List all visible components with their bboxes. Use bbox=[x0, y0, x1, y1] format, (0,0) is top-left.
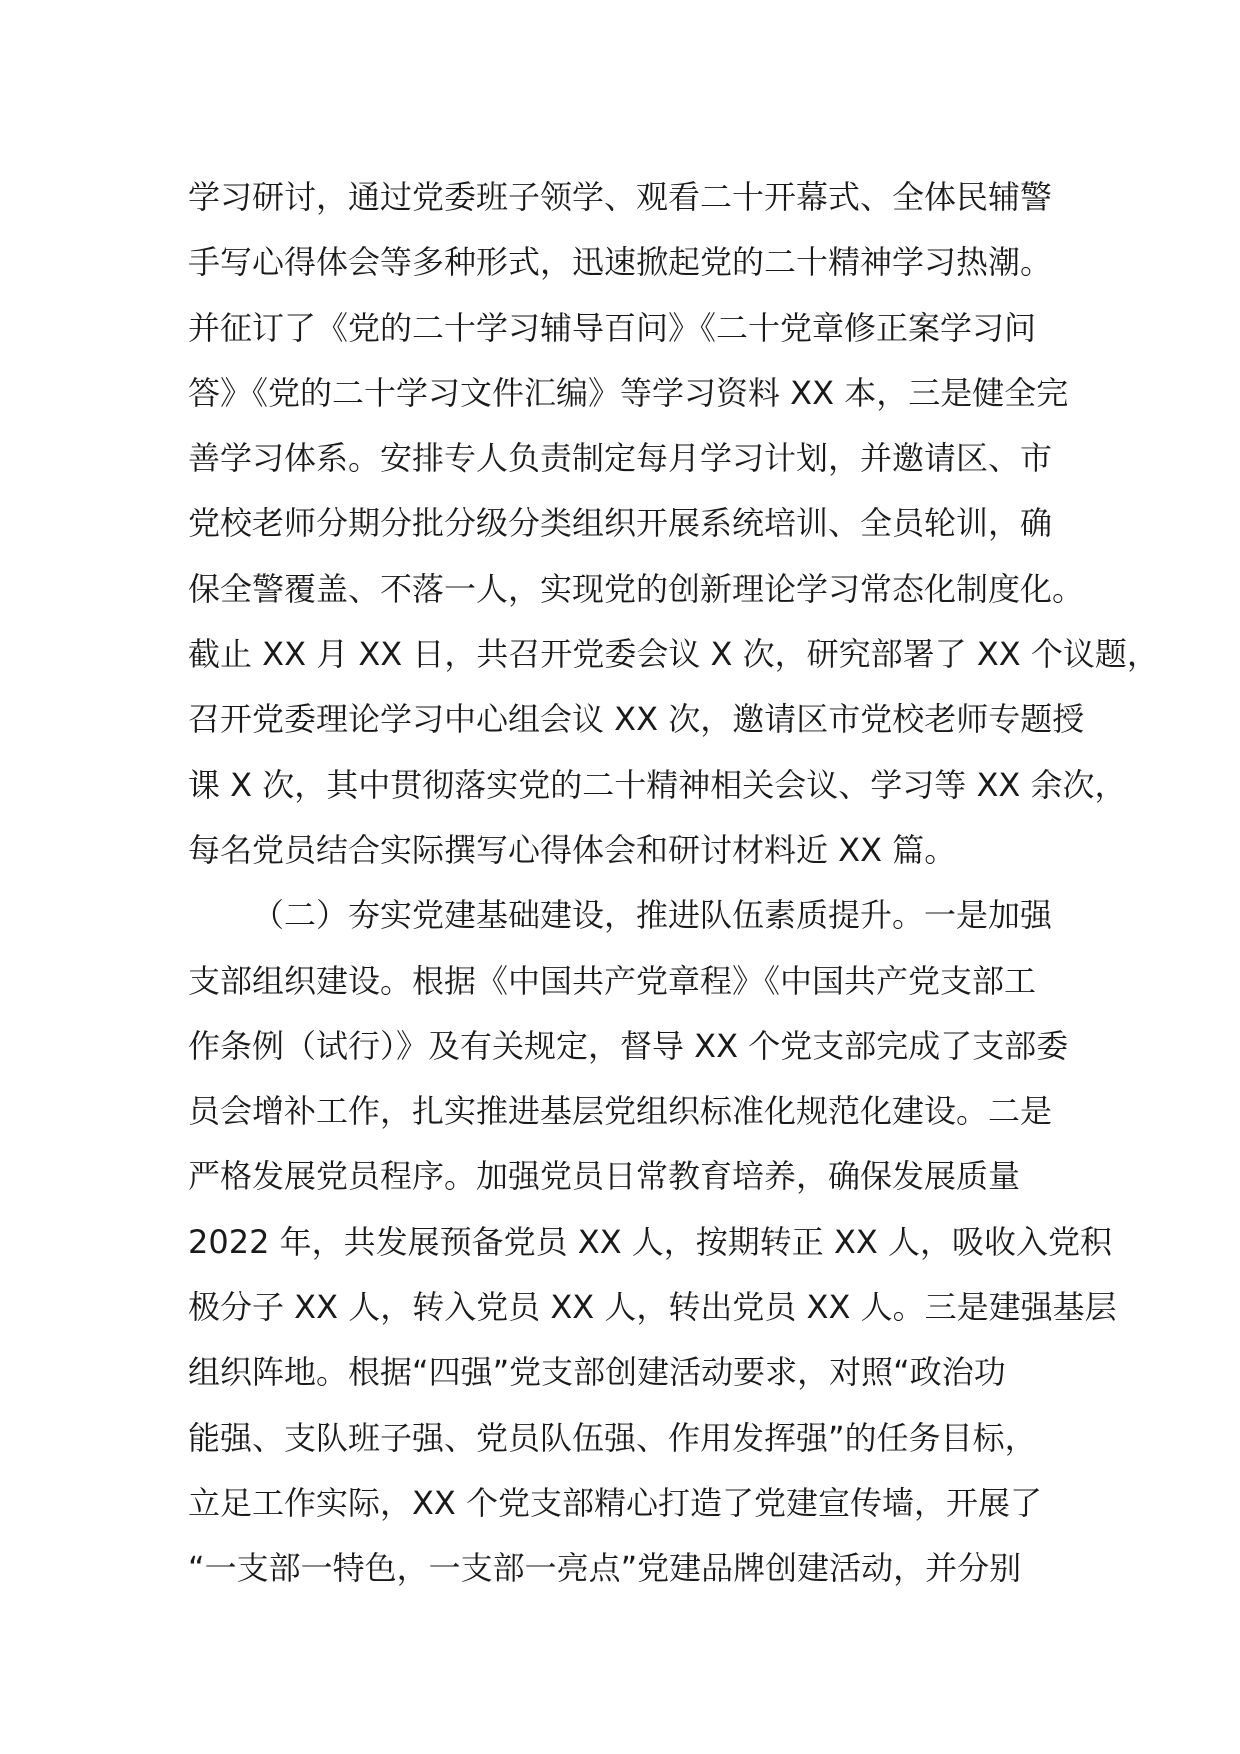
text-line: 作条例（试行）》及有关规定，督导 XX 个党支部完成了支部委 bbox=[188, 1026, 1069, 1065]
text-line: 极分子 XX 人，转入党员 XX 人，转出党员 XX 人。三是建强基层 bbox=[188, 1288, 1117, 1327]
text-line: 立足工作实际，XX 个党支部精心打造了党建宣传墙，开展了 bbox=[188, 1483, 1043, 1522]
document-body bbox=[188, 165, 1159, 1602]
text-line: 课 X 次，其中贯彻落实党的二十精神相关会议、学习等 XX 余次， bbox=[188, 765, 1127, 804]
text-line: 保全警覆盖、不落一人，实现党的创新理论学习常态化制度化。 bbox=[188, 569, 1085, 608]
text-line: “一支部一特色，一支部一亮点”党建品牌创建活动，并分别 bbox=[188, 1549, 1022, 1588]
text-line: 严格发展党员程序。加强党员日常教育培养，确保发展质量 bbox=[188, 1157, 1021, 1196]
text-line: 手写心得体会等多种形式，迅速掀起党的二十精神学习热潮。 bbox=[188, 243, 1053, 282]
text-line: 支部组织建设。根据《中国共产党章程》《中国共产党支部工 bbox=[188, 961, 1037, 1000]
text-line: 党校老师分期分批分级分类组织开展系统培训、全员轮训，确 bbox=[188, 504, 1053, 543]
text-line: 并征订了《党的二十学习辅导百问》《二十党章修正案学习问 bbox=[188, 308, 1037, 347]
text-line: 员会增补工作，扎实推进基层党组织标准化规范化建设。二是 bbox=[188, 1092, 1053, 1131]
text-line: 能强、支队班子强、党员队伍强、作用发挥强”的任务目标， bbox=[188, 1418, 1037, 1457]
text-line: 组织阵地。根据“四强”党支部创建活动要求，对照“政治功 bbox=[188, 1353, 1006, 1392]
text-line: 召开党委理论学习中心组会议 XX 次，邀请区市党校老师专题授 bbox=[188, 700, 1085, 739]
text-line: 答》《党的二十学习文件汇编》等学习资料 XX 本，三是健全完 bbox=[188, 373, 1069, 412]
text-line: 截止 XX 月 XX 日，共召开党委会议 X 次，研究部署了 XX 个议题， bbox=[188, 635, 1159, 674]
text-line: 2022 年，共发展预备党员 XX 人，按期转正 XX 人，吸收入党积 bbox=[188, 1222, 1112, 1261]
text-line: 每名党员结合实际撰写心得体会和研讨材料近 XX 篇。 bbox=[188, 830, 957, 869]
text-line: 善学习体系。安排专人负责制定每月学习计划，并邀请区、市 bbox=[188, 439, 1053, 478]
text-line: 学习研讨，通过党委班子领学、观看二十开幕式、全体民辅警 bbox=[188, 178, 1053, 216]
section-heading-line: （二）夯实党建基础建设，推进队伍素质提升。一是加强 bbox=[252, 896, 1053, 935]
